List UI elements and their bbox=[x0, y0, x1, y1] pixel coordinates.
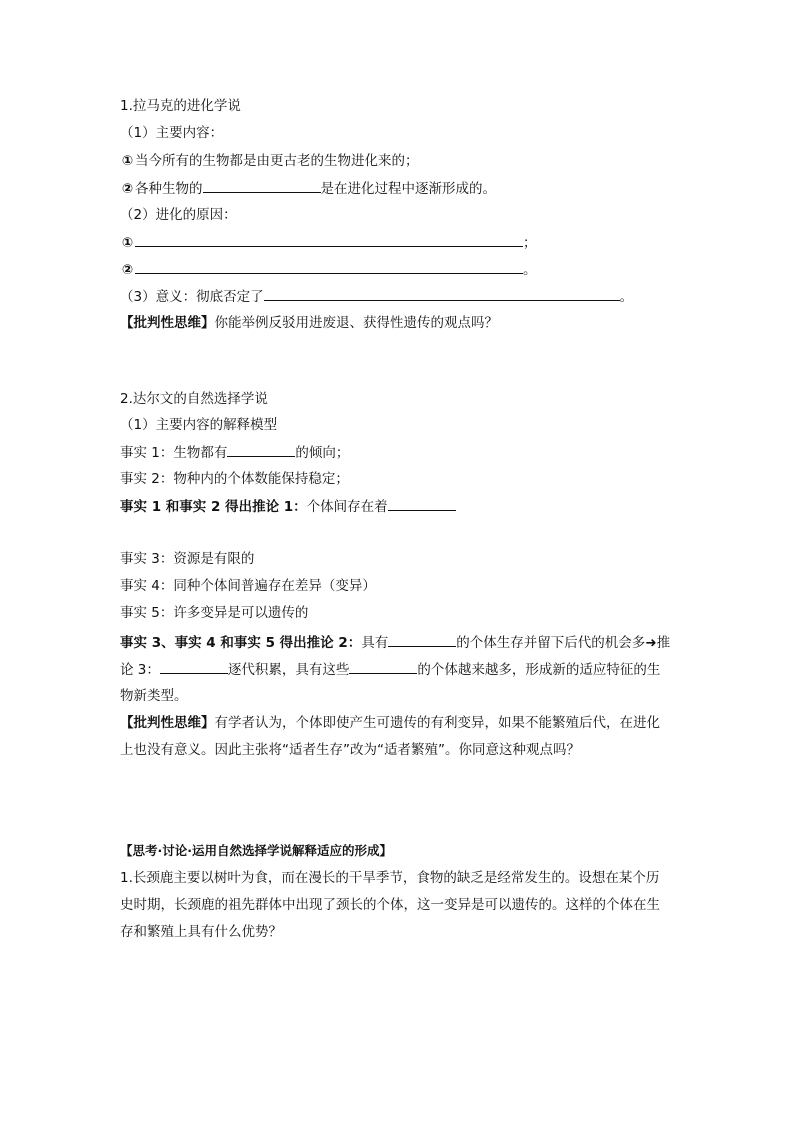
section1-reason-2 bbox=[120, 259, 537, 280]
section1-item-1 bbox=[120, 151, 419, 171]
question-line-3: 存和繁殖上具有什么优势？ bbox=[120, 924, 282, 940]
question-line-2: 史时期，长颈鹿的祖先群体中出现了颈长的个体，这一变异是可以遗传的。这样的个体在生 bbox=[120, 897, 660, 913]
inference-label: 事实 3、事实 4 和事实 5 得出推论 2： bbox=[120, 635, 362, 651]
inference-label: 事实 1 和事实 2 得出推论 1： bbox=[120, 499, 307, 515]
critical-thinking-text: 有学者认为，个体即使产生可遗传的有利变异，如果不能繁殖后代，在进化 bbox=[214, 715, 660, 731]
item-text: 论 3： bbox=[120, 662, 160, 678]
fill-blank[interactable] bbox=[264, 286, 620, 301]
item-text: 的个体越来越多，形成新的适应特征的生 bbox=[417, 662, 661, 678]
item-text: ； bbox=[523, 235, 537, 251]
inference-1 bbox=[120, 496, 456, 517]
inference-2 bbox=[120, 632, 670, 653]
item-marker: ② bbox=[121, 181, 134, 197]
section2-title: 2.达尔文的自然选择学说 bbox=[120, 391, 268, 407]
section2-content-heading: （1）主要内容的解释模型 bbox=[120, 417, 278, 433]
item-text: 。 bbox=[523, 262, 537, 278]
section1-item-2 bbox=[120, 178, 496, 199]
item-text: 的个体生存并留下后代的机会多➜推 bbox=[456, 635, 671, 651]
fill-blank[interactable] bbox=[388, 496, 456, 511]
section1-content-heading: （1）主要内容： bbox=[120, 125, 224, 141]
item-text: 事实 1：生物都有 bbox=[120, 445, 228, 461]
fill-blank[interactable] bbox=[349, 659, 417, 674]
fill-blank[interactable] bbox=[160, 659, 228, 674]
section2-critical-thinking-cont: 上也没有意义。因此主张将“适者生存”改为“适者繁殖”。你同意这种观点吗？ bbox=[120, 742, 580, 758]
question-line-1: 1.长颈鹿主要以树叶为食，而在漫长的干旱季节，食物的缺乏是经常发生的。设想在某个历 bbox=[120, 870, 660, 886]
inference-3-cont: 物新类型。 bbox=[120, 688, 188, 704]
item-text: 各种生物的 bbox=[135, 181, 203, 197]
fill-blank[interactable] bbox=[135, 232, 523, 247]
critical-thinking-label: 【批判性思维】 bbox=[120, 315, 215, 331]
item-text: 的倾向； bbox=[295, 445, 350, 461]
section1-reason-1 bbox=[120, 232, 537, 253]
item-marker: ① bbox=[121, 235, 134, 251]
item-marker: ② bbox=[121, 262, 134, 278]
section1-reason-heading: （2）进化的原因： bbox=[120, 207, 237, 223]
critical-thinking-label: 【批判性思维】 bbox=[120, 715, 215, 731]
fact-1 bbox=[120, 442, 349, 463]
section1-title: 1.拉马克的进化学说 bbox=[120, 98, 241, 114]
item-text: 个体间存在着 bbox=[306, 499, 388, 515]
section1-significance bbox=[120, 286, 633, 307]
item-marker: ① bbox=[121, 153, 134, 169]
fact-3: 事实 3：资源是有限的 bbox=[120, 551, 255, 567]
fill-blank[interactable] bbox=[227, 442, 295, 457]
fact-4: 事实 4：同种个体间普遍存在差异（变异） bbox=[120, 578, 376, 594]
inference-3 bbox=[120, 659, 660, 680]
section2-critical-thinking bbox=[120, 713, 660, 733]
item-text: 逐代积累，具有这些 bbox=[227, 662, 350, 678]
item-text: 。 bbox=[619, 289, 634, 305]
fill-blank[interactable] bbox=[388, 632, 456, 647]
fact-5: 事实 5：许多变异是可以遗传的 bbox=[120, 605, 309, 621]
critical-thinking-text: 你能举例反驳用进废退、获得性遗传的观点吗？ bbox=[214, 315, 498, 331]
fact-2: 事实 2：物种内的个体数能保持稳定； bbox=[120, 471, 349, 487]
section1-critical-thinking bbox=[120, 313, 498, 333]
fill-blank[interactable] bbox=[135, 259, 523, 274]
item-text: （3）意义：彻底否定了 bbox=[120, 289, 264, 305]
item-text: 当今所有的生物都是由更古老的生物进化来的； bbox=[135, 153, 419, 169]
item-text: 具有 bbox=[361, 635, 389, 651]
item-text: 是在进化过程中逐渐形成的。 bbox=[320, 181, 496, 197]
discussion-heading: 【思考·讨论·运用自然选择学说解释适应的形成】 bbox=[120, 843, 392, 858]
fill-blank[interactable] bbox=[203, 178, 321, 193]
